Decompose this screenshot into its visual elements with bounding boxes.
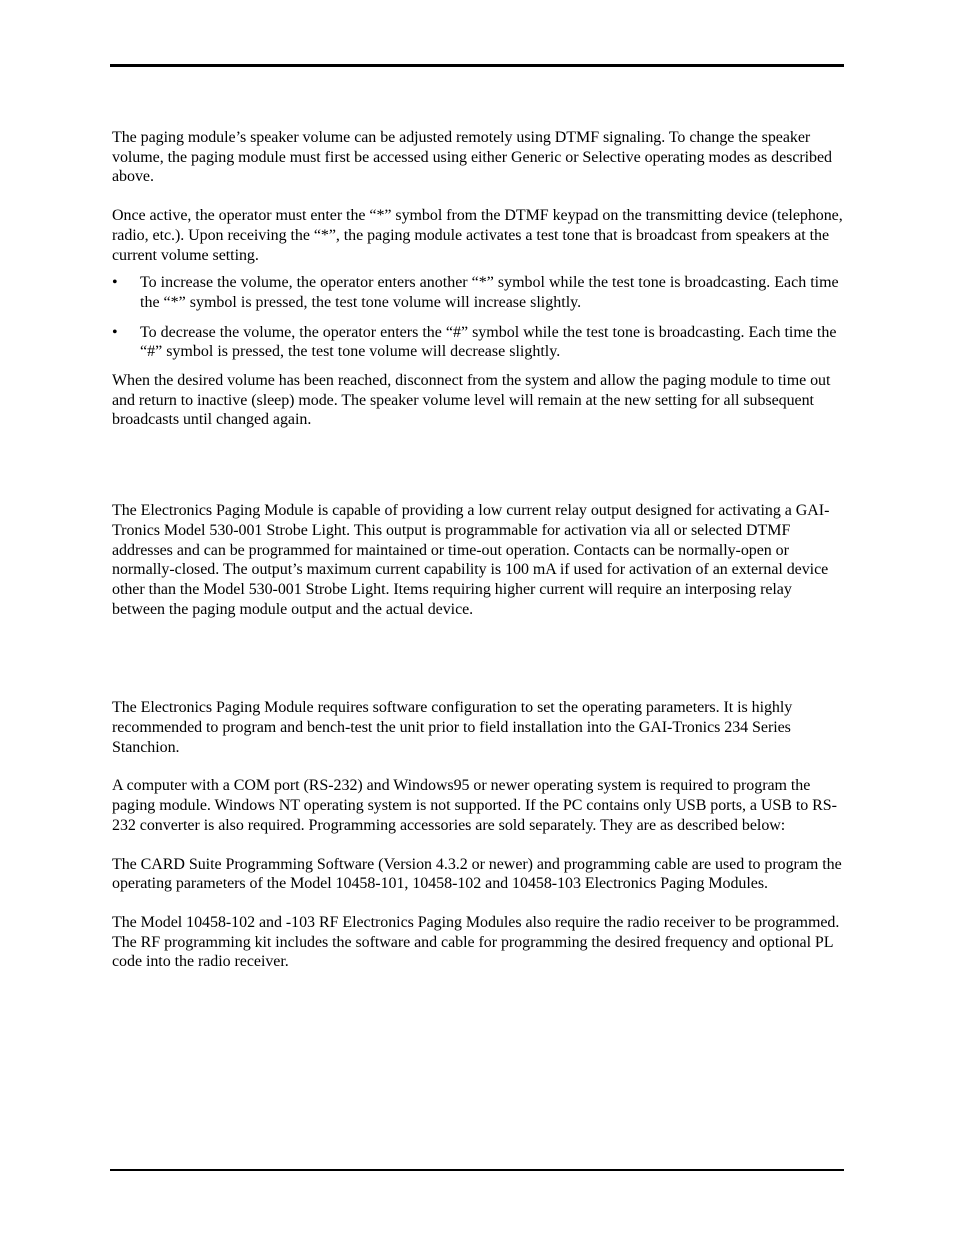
programming-requirements-paragraph: A computer with a COM port (RS-232) and Windows95 or newer operating system is required to program the paging module. Windows NT operating system is not supported. If the PC contains only USB ports, a USB to RS-232 converter is also required. Programming accessories are sold separately. They are as described below: (112, 777, 837, 834)
header-rule (110, 64, 844, 67)
list-item-text: To increase the volume, the operator enters another “*” symbol while the test tone is broadcasting. Each time the “*” symbol is pressed, the test tone volume will increase slightly. (140, 274, 839, 311)
programming-intro-paragraph: The Electronics Paging Module requires software configuration to set the operating parameters. It is highly recommended to program and bench-test the unit prior to field installation into the GAI-Tronics 234 Series Stanchion. (112, 699, 793, 756)
list-item-decrease-volume (112, 323, 844, 362)
footer-rule (110, 1169, 844, 1171)
list-item-text: To decrease the volume, the operator enters the “#” symbol while the test tone is broadcasting. Each time the “#” symbol is pressed, the test tone volume will decrease slightly. (140, 323, 837, 361)
volume-closing-paragraph: When the desired volume has been reached, disconnect from the system and allow the paging module to time out and return to inactive (sleep) mode. The speaker volume level will remain at the new setting for all subsequent broadcasts until changed again. (112, 372, 831, 429)
list-item-increase-volume (112, 273, 844, 312)
bullet-icon: • (112, 274, 118, 292)
volume-activation-paragraph: Once active, the operator must enter the “*” symbol from the DTMF keypad on the transmitting device (telephone, radio, etc.). Upon receiving the “*”, the paging module activates a test tone that is broadcast from speakers at the current volume setting. (112, 207, 843, 264)
page-body (112, 128, 844, 972)
programming-software-paragraph: The CARD Suite Programming Software (Version 4.3.2 or newer) and programming cable are used to program the operating parameters of the Model 10458-101, 10458-102 and 10458-103 Electronics Paging Modules. (112, 855, 842, 893)
volume-intro-paragraph: The paging module’s speaker volume can be adjusted remotely using DTMF signaling. To change the speaker volume, the paging module must first be accessed using either Generic or Selective operating modes as described above. (112, 129, 833, 186)
volume-bullet-list (112, 273, 844, 362)
rf-programming-paragraph: The Model 10458-102 and -103 RF Electronics Paging Modules also require the radio receiver to be programmed. The RF programming kit includes the software and cable for programming the desired frequency and optional PL code into the radio receiver. (112, 913, 840, 971)
bullet-icon: • (112, 323, 118, 341)
relay-output-paragraph: The Electronics Paging Module is capable of providing a low current relay output designed for activating a GAI-Tronics Model 530-001 Strobe Light. This output is programmable for activation via all or selected DTMF addresses and can be programmed for maintained or time-out operation. Contacts can be normally-open or normally-closed. The output’s maximum current capability is 100 mA if used for activation of an external device other than the Model 530-001 Strobe Light. Items requiring higher current will require an interposing relay between the paging module output and the actual device. (112, 502, 830, 618)
